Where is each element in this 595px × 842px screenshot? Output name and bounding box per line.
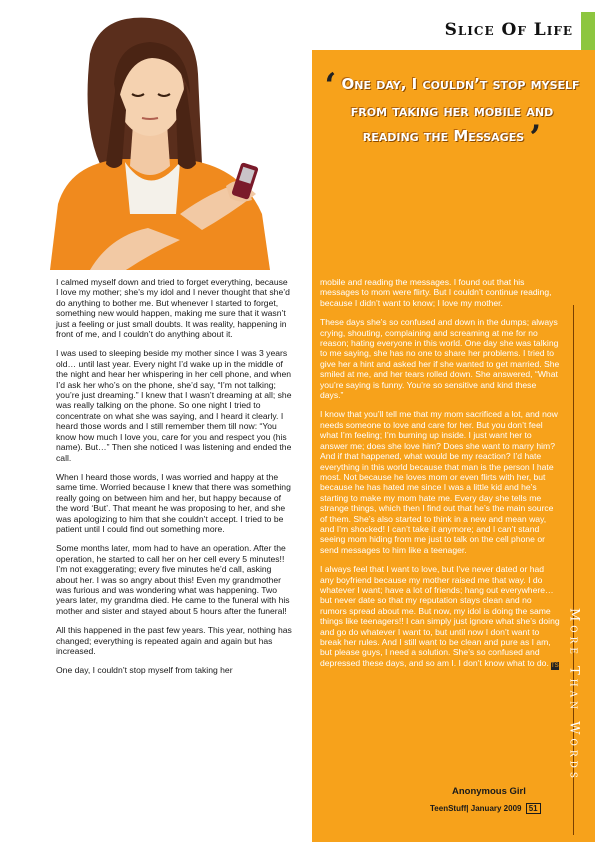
article-paragraph: mobile and reading the messages. I found out that his messages to mom were flirty. But I couldn’t continue reading, because I didn’t want to know; I love my mother. [320, 277, 552, 308]
vertical-label-text: More Than Words [566, 607, 582, 783]
article-paragraph: I calmed myself down and tried to forget everything, because I love my mother; she’s my idol and I never thought that she’d do anything to bother me. But whenever I started to forget, something new would happen, making me sure that it wasn’t just a feeling or just small doubts. It was reality, happening in front of me, and I couldn’t do anything about it. [56, 277, 290, 340]
section-title: Slice Of Life [444, 20, 573, 40]
article-paragraph: One day, I couldn’t stop myself from taking her [56, 665, 233, 676]
article-paragraph: Some months later, mom had to have an operation. After the operation, he started to call her on her cell every 5 minutes!! I’m not exaggerating; every five minutes he’d call, asking about her. I was so angry about this! Even my grandmother was furious and was wondering what was happening. Two years later, my grandma died. He came to the funeral with his mother and sister and stayed about 5 hours after the funeral! [56, 543, 290, 616]
top-margin [0, 0, 595, 12]
article-right-column [320, 277, 560, 679]
article-paragraph: I know that you’ll tell me that my mom sacrificed a lot, and now needs someone to love and care for her. But you don’t feel what I’m feeling; I’m burning up inside. I just want her to answer me; does she love him? Does she want to marry him? And if that happened, what would be my reaction? I’d hate everything in this world because that man is the person I hate most. Not because he loves mom or even flirts with her, but because he has hated me since I was a little kid and he’s starting to make my mom hate me. Every day she tells me strange things, which then I find out that he’s the main source of them. She’s also started to think in a new and mean way, and I’m shocked! I can’t take it anymore; and I can’t stand seeing mom hiding from me just to talk on the cell phone or send messages to him like a teenager. [320, 409, 558, 555]
article-left-column [56, 277, 292, 685]
author-signature: Anonymous Girl [452, 786, 526, 797]
article-paragraph: When I heard those words, I was worried and happy at the same time. Worried because I knew that there was something really going on between him and her, but happy because of the word ‘But’. That meant he was proposing to her, and she was apologizing to him that she couldn’t accept. I tried to be patient until I could find out something more. [56, 471, 291, 534]
magazine-name: TeenStuff [430, 804, 467, 813]
girl-with-phone-photo [30, 14, 292, 270]
end-mark-icon: TS [550, 662, 559, 669]
pull-quote-text: One day, I couldn’t stop myself from taking her mobile and reading the Messages [341, 75, 580, 145]
page-number: 51 [526, 803, 541, 814]
green-tab-marker [581, 12, 595, 50]
vertical-column-label [560, 560, 588, 830]
article-paragraph: I was used to sleeping beside my mother since I was 3 years old… until last year. Every night I’d wake up in the middle of the night and hear her whispering in her cell phone, and when I’d ask her who’s on the phone, she’d say, “I’m not talking; you’re just dreaming.” I knew that I wasn’t dreaming at all; she was really talking on the phone. So one night I tried to concentrate on what she was saying, and I heard it clearly. I heard those words and I still remember them till now: “You know how much I love you, care for you and respect you (his name). But…” Then she noticed I was listening and ended the call. [56, 348, 292, 463]
final-paragraph-text: I always feel that I want to love, but I’ve never dated or had any boyfriend because my mother raised me that way. I do whatever I want; have a lot of friends; hang out everywhere… but never date so that my reputation stays clean and no rumors spread about me. But now, my idol is doing the same things like teenagers!! I can simply just ignore what she’s doing and go do whatever I want to, but until now I don’t want to break her rules. And I still want to be clean and pure as I am, but please guys, I need a solution. She’s so confused and depressed these days, and so am I. I don’t know what to do. [320, 564, 560, 668]
page-footer: TeenStuff| January 2009 51 [430, 803, 541, 814]
open-quote-mark: ‘ [324, 66, 337, 106]
pull-quote [322, 66, 582, 158]
article-paragraph-final [320, 564, 560, 670]
article-paragraph: These days she’s so confused and down in the dumps; always crying, shouting, complaining and screaming at me for no reason; hating everyone in this world. One day she was talking to me saying, she has no one to share her problems. I tried to give her a hint and asked her if she wanted to get married. She smiled at me, and her tears rolled down. She answered, “What you’re saying is funny. You’re so sensitive and kind these days.” [320, 317, 560, 401]
close-quote-mark: ’ [529, 118, 542, 158]
article-paragraph: All this happened in the past few years. This year, nothing has changed; everything is repeated again and again but has increased. [56, 625, 292, 656]
issue-date: January 2009 [470, 804, 522, 813]
